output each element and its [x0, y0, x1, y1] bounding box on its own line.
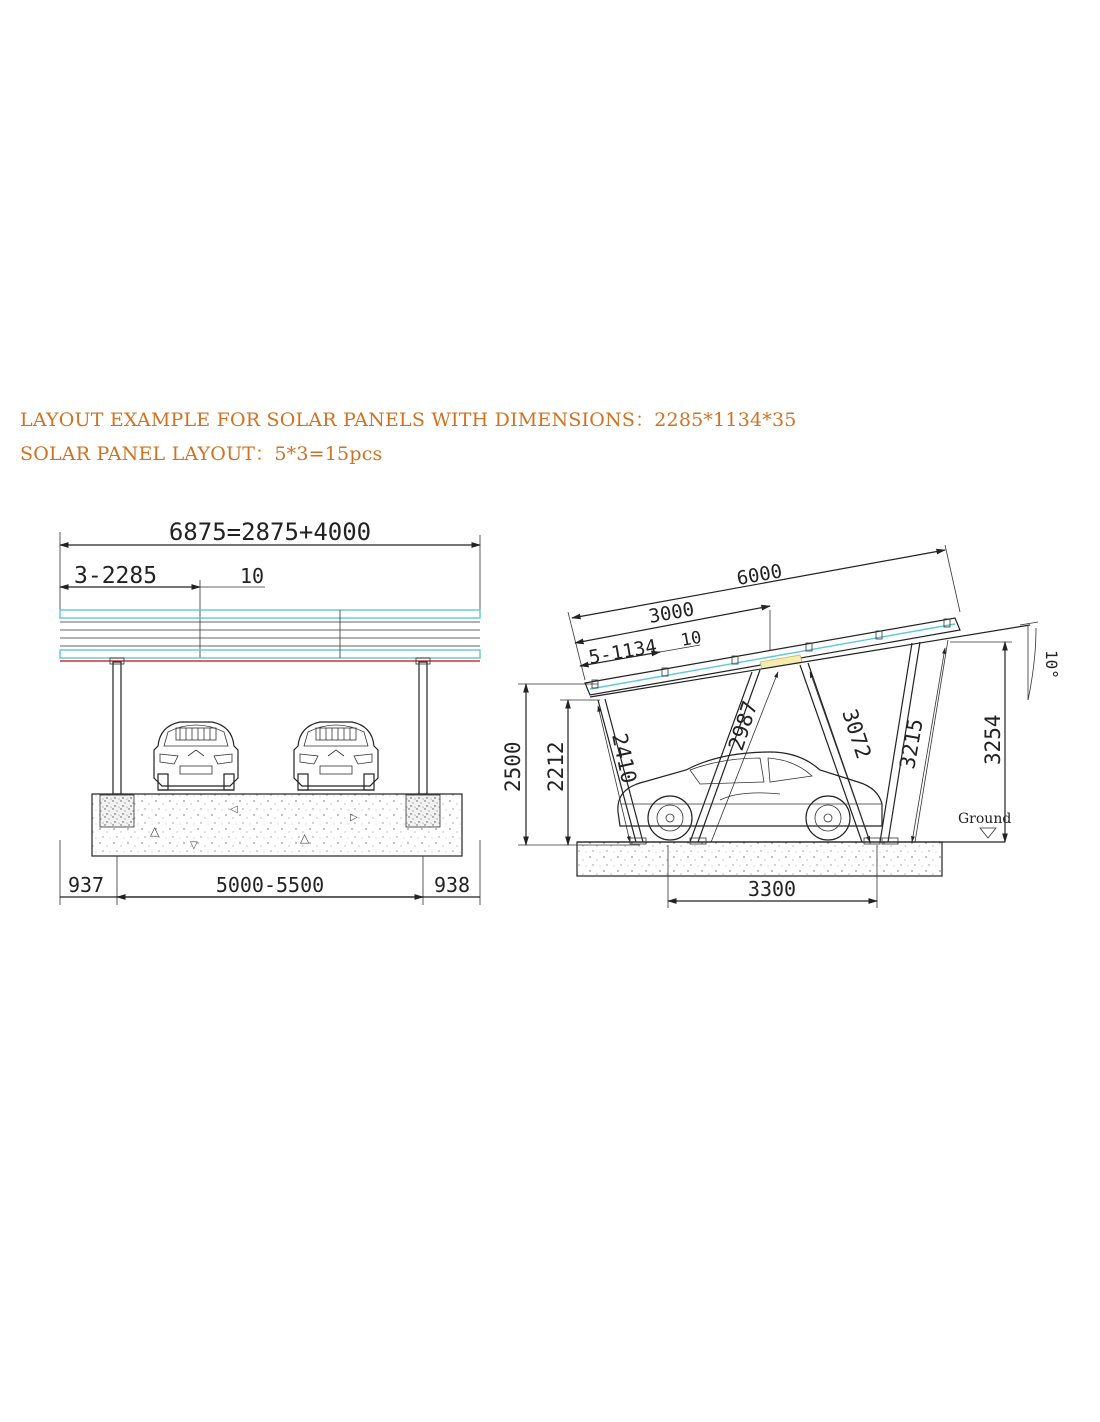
title-line-1: LAYOUT EXAMPLE FOR SOLAR PANELS WITH DIMENSIONS：2285*1134*35 [20, 409, 797, 431]
right-edge-dimension: 938 [433, 873, 471, 897]
footing-right [406, 795, 440, 827]
panel-row-top [60, 610, 480, 618]
car-rear-right [294, 722, 378, 790]
svg-text:▽: ▽ [190, 840, 198, 851]
side-slab [577, 842, 942, 876]
front-post-right [419, 662, 427, 794]
svg-text:◁: ◁ [230, 804, 238, 815]
base-length-dimension: 3300 [747, 877, 797, 901]
svg-text:▷: ▷ [350, 812, 358, 823]
brace-right-dimension: 3072 [837, 706, 876, 762]
high-height-dimension: 3254 [981, 714, 1005, 765]
car-side [618, 752, 882, 840]
car-rear-left [154, 722, 238, 790]
front-post-left [113, 662, 121, 794]
svg-text:△: △ [300, 831, 310, 845]
rear-post-dimension: 3215 [895, 716, 928, 771]
brace-left-dimension: 2987 [723, 698, 763, 754]
panel-gap-dimension: 10 [240, 564, 265, 588]
panel-spacing-dimension: 3-2285 [74, 563, 158, 589]
title-line-2: SOLAR PANEL LAYOUT：5*3=15pcs [20, 443, 383, 465]
overall-width-dimension: 6875=2875+4000 [168, 518, 372, 546]
span-dimension: 5000-5500 [215, 873, 325, 897]
roof-length-dimension: 6000 [735, 560, 784, 590]
total-height-dimension: 2500 [501, 741, 525, 792]
svg-text:△: △ [150, 824, 160, 838]
side-gap-dimension: 10 [679, 627, 704, 651]
roof-frame [590, 625, 1030, 697]
side-panel-spacing-dimension: 5-1134 [587, 635, 659, 669]
low-height-dimension: 2212 [544, 741, 568, 792]
ground-label: Ground [958, 811, 1012, 827]
left-edge-dimension: 937 [67, 873, 105, 897]
half-length-dimension: 3000 [647, 598, 696, 628]
tilt-angle-label: 10° [1042, 650, 1061, 679]
panel-row-bottom [60, 650, 480, 658]
footing-left [100, 795, 134, 827]
front-post-dimension: 2410 [607, 731, 642, 786]
front-view [60, 518, 480, 905]
ground-symbol-icon [980, 828, 996, 838]
side-view [501, 545, 1061, 908]
